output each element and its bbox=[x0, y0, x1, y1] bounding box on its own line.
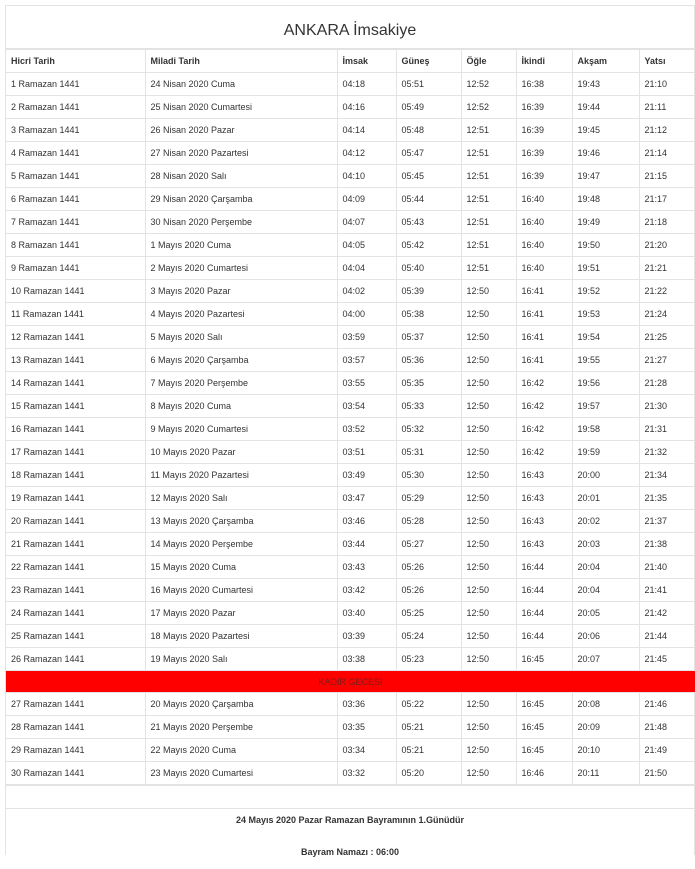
column-header-gunes: Güneş bbox=[396, 50, 461, 73]
cell-hicri: 22 Ramazan 1441 bbox=[6, 556, 145, 579]
cell-miladi: 8 Mayıs 2020 Cuma bbox=[145, 395, 337, 418]
cell-gunes: 05:22 bbox=[396, 693, 461, 716]
cell-miladi: 29 Nisan 2020 Çarşamba bbox=[145, 188, 337, 211]
cell-miladi: 22 Mayıs 2020 Cuma bbox=[145, 739, 337, 762]
cell-ogle: 12:51 bbox=[461, 165, 516, 188]
cell-ikindi: 16:39 bbox=[516, 142, 572, 165]
cell-miladi: 28 Nisan 2020 Salı bbox=[145, 165, 337, 188]
cell-ogle: 12:50 bbox=[461, 625, 516, 648]
cell-aksam: 19:53 bbox=[572, 303, 639, 326]
table-row bbox=[6, 556, 695, 579]
cell-hicri: 3 Ramazan 1441 bbox=[6, 119, 145, 142]
cell-imsak: 03:44 bbox=[337, 533, 396, 556]
cell-miladi: 11 Mayıs 2020 Pazartesi bbox=[145, 464, 337, 487]
cell-aksam: 20:04 bbox=[572, 556, 639, 579]
cell-hicri: 26 Ramazan 1441 bbox=[6, 648, 145, 671]
cell-aksam: 19:58 bbox=[572, 418, 639, 441]
cell-yatsi: 21:11 bbox=[639, 96, 695, 119]
cell-yatsi: 21:44 bbox=[639, 625, 695, 648]
cell-yatsi: 21:30 bbox=[639, 395, 695, 418]
cell-yatsi: 21:10 bbox=[639, 73, 695, 96]
cell-ogle: 12:50 bbox=[461, 579, 516, 602]
cell-ikindi: 16:43 bbox=[516, 533, 572, 556]
cell-yatsi: 21:28 bbox=[639, 372, 695, 395]
cell-hicri: 23 Ramazan 1441 bbox=[6, 579, 145, 602]
cell-hicri: 14 Ramazan 1441 bbox=[6, 372, 145, 395]
cell-ogle: 12:50 bbox=[461, 487, 516, 510]
cell-aksam: 20:01 bbox=[572, 487, 639, 510]
cell-aksam: 19:48 bbox=[572, 188, 639, 211]
cell-ikindi: 16:42 bbox=[516, 395, 572, 418]
cell-imsak: 04:04 bbox=[337, 257, 396, 280]
cell-ogle: 12:52 bbox=[461, 96, 516, 119]
cell-miladi: 6 Mayıs 2020 Çarşamba bbox=[145, 349, 337, 372]
cell-imsak: 03:34 bbox=[337, 739, 396, 762]
cell-gunes: 05:36 bbox=[396, 349, 461, 372]
table-row bbox=[6, 211, 695, 234]
table-row bbox=[6, 372, 695, 395]
cell-yatsi: 21:50 bbox=[639, 762, 695, 785]
table-row bbox=[6, 142, 695, 165]
cell-imsak: 04:02 bbox=[337, 280, 396, 303]
cell-miladi: 1 Mayıs 2020 Cuma bbox=[145, 234, 337, 257]
cell-ogle: 12:50 bbox=[461, 510, 516, 533]
cell-imsak: 03:36 bbox=[337, 693, 396, 716]
cell-gunes: 05:42 bbox=[396, 234, 461, 257]
bayram-note: 24 Mayıs 2020 Pazar Ramazan Bayramının 1.Günüdür bbox=[235, 815, 465, 825]
cell-aksam: 20:09 bbox=[572, 716, 639, 739]
cell-hicri: 6 Ramazan 1441 bbox=[6, 188, 145, 211]
cell-miladi: 24 Nisan 2020 Cuma bbox=[145, 73, 337, 96]
cell-aksam: 19:56 bbox=[572, 372, 639, 395]
cell-gunes: 05:39 bbox=[396, 280, 461, 303]
table-row bbox=[6, 280, 695, 303]
cell-ogle: 12:50 bbox=[461, 693, 516, 716]
cell-aksam: 19:47 bbox=[572, 165, 639, 188]
cell-ikindi: 16:41 bbox=[516, 349, 572, 372]
cell-gunes: 05:44 bbox=[396, 188, 461, 211]
cell-imsak: 03:32 bbox=[337, 762, 396, 785]
cell-ogle: 12:50 bbox=[461, 716, 516, 739]
cell-hicri: 10 Ramazan 1441 bbox=[6, 280, 145, 303]
cell-gunes: 05:37 bbox=[396, 326, 461, 349]
cell-aksam: 19:52 bbox=[572, 280, 639, 303]
table-row bbox=[6, 395, 695, 418]
cell-ogle: 12:50 bbox=[461, 464, 516, 487]
table-row bbox=[6, 441, 695, 464]
cell-ogle: 12:51 bbox=[461, 234, 516, 257]
table-row bbox=[6, 464, 695, 487]
cell-yatsi: 21:37 bbox=[639, 510, 695, 533]
cell-yatsi: 21:21 bbox=[639, 257, 695, 280]
column-header-aksam: Akşam bbox=[572, 50, 639, 73]
cell-imsak: 03:49 bbox=[337, 464, 396, 487]
cell-miladi: 26 Nisan 2020 Pazar bbox=[145, 119, 337, 142]
table-row bbox=[6, 510, 695, 533]
column-header-imsak: İmsak bbox=[337, 50, 396, 73]
cell-yatsi: 21:42 bbox=[639, 602, 695, 625]
cell-ogle: 12:50 bbox=[461, 533, 516, 556]
cell-yatsi: 21:12 bbox=[639, 119, 695, 142]
cell-aksam: 20:02 bbox=[572, 510, 639, 533]
cell-ogle: 12:50 bbox=[461, 349, 516, 372]
cell-hicri: 28 Ramazan 1441 bbox=[6, 716, 145, 739]
cell-ikindi: 16:40 bbox=[516, 211, 572, 234]
page-title: ANKARA İmsakiye bbox=[6, 6, 694, 49]
cell-miladi: 13 Mayıs 2020 Çarşamba bbox=[145, 510, 337, 533]
table-body-before bbox=[6, 73, 695, 671]
cell-ogle: 12:51 bbox=[461, 188, 516, 211]
cell-yatsi: 21:25 bbox=[639, 326, 695, 349]
cell-aksam: 19:51 bbox=[572, 257, 639, 280]
table-row bbox=[6, 648, 695, 671]
column-header-miladi: Miladi Tarih bbox=[145, 50, 337, 73]
table-row bbox=[6, 602, 695, 625]
cell-gunes: 05:28 bbox=[396, 510, 461, 533]
cell-ikindi: 16:44 bbox=[516, 556, 572, 579]
table-row bbox=[6, 625, 695, 648]
cell-ogle: 12:50 bbox=[461, 739, 516, 762]
cell-imsak: 03:43 bbox=[337, 556, 396, 579]
cell-yatsi: 21:46 bbox=[639, 693, 695, 716]
cell-ogle: 12:51 bbox=[461, 142, 516, 165]
cell-imsak: 03:52 bbox=[337, 418, 396, 441]
cell-hicri: 18 Ramazan 1441 bbox=[6, 464, 145, 487]
cell-miladi: 3 Mayıs 2020 Pazar bbox=[145, 280, 337, 303]
cell-aksam: 19:46 bbox=[572, 142, 639, 165]
cell-ogle: 12:52 bbox=[461, 73, 516, 96]
cell-imsak: 03:40 bbox=[337, 602, 396, 625]
cell-gunes: 05:23 bbox=[396, 648, 461, 671]
cell-ikindi: 16:39 bbox=[516, 119, 572, 142]
cell-imsak: 04:10 bbox=[337, 165, 396, 188]
cell-hicri: 24 Ramazan 1441 bbox=[6, 602, 145, 625]
cell-imsak: 04:05 bbox=[337, 234, 396, 257]
cell-yatsi: 21:27 bbox=[639, 349, 695, 372]
cell-gunes: 05:21 bbox=[396, 716, 461, 739]
column-header-ikindi: İkindi bbox=[516, 50, 572, 73]
cell-aksam: 19:59 bbox=[572, 441, 639, 464]
kadir-gecesi-row bbox=[6, 671, 695, 693]
cell-miladi: 16 Mayıs 2020 Cumartesi bbox=[145, 579, 337, 602]
cell-imsak: 03:46 bbox=[337, 510, 396, 533]
cell-ikindi: 16:41 bbox=[516, 280, 572, 303]
cell-imsak: 04:12 bbox=[337, 142, 396, 165]
cell-hicri: 7 Ramazan 1441 bbox=[6, 211, 145, 234]
cell-aksam: 19:43 bbox=[572, 73, 639, 96]
cell-imsak: 04:07 bbox=[337, 211, 396, 234]
cell-hicri: 16 Ramazan 1441 bbox=[6, 418, 145, 441]
cell-ogle: 12:50 bbox=[461, 303, 516, 326]
cell-gunes: 05:47 bbox=[396, 142, 461, 165]
cell-hicri: 17 Ramazan 1441 bbox=[6, 441, 145, 464]
cell-miladi: 30 Nisan 2020 Perşembe bbox=[145, 211, 337, 234]
column-header-yatsi: Yatsı bbox=[639, 50, 695, 73]
cell-ikindi: 16:45 bbox=[516, 648, 572, 671]
cell-ogle: 12:50 bbox=[461, 326, 516, 349]
cell-hicri: 15 Ramazan 1441 bbox=[6, 395, 145, 418]
cell-imsak: 03:47 bbox=[337, 487, 396, 510]
cell-hicri: 29 Ramazan 1441 bbox=[6, 739, 145, 762]
cell-ogle: 12:50 bbox=[461, 395, 516, 418]
cell-gunes: 05:48 bbox=[396, 119, 461, 142]
cell-ogle: 12:50 bbox=[461, 372, 516, 395]
cell-ikindi: 16:43 bbox=[516, 464, 572, 487]
cell-imsak: 03:42 bbox=[337, 579, 396, 602]
cell-gunes: 05:20 bbox=[396, 762, 461, 785]
cell-ogle: 12:50 bbox=[461, 762, 516, 785]
cell-gunes: 05:26 bbox=[396, 579, 461, 602]
cell-ikindi: 16:46 bbox=[516, 762, 572, 785]
bayram-namazi: Bayram Namazı : 06:00 bbox=[300, 847, 400, 857]
cell-imsak: 04:18 bbox=[337, 73, 396, 96]
table-row bbox=[6, 165, 695, 188]
cell-ikindi: 16:38 bbox=[516, 73, 572, 96]
cell-miladi: 18 Mayıs 2020 Pazartesi bbox=[145, 625, 337, 648]
cell-ogle: 12:50 bbox=[461, 648, 516, 671]
cell-aksam: 19:50 bbox=[572, 234, 639, 257]
cell-yatsi: 21:22 bbox=[639, 280, 695, 303]
cell-yatsi: 21:35 bbox=[639, 487, 695, 510]
cell-ikindi: 16:42 bbox=[516, 418, 572, 441]
cell-gunes: 05:38 bbox=[396, 303, 461, 326]
table-spacer bbox=[6, 785, 694, 809]
cell-gunes: 05:24 bbox=[396, 625, 461, 648]
cell-hicri: 13 Ramazan 1441 bbox=[6, 349, 145, 372]
cell-ikindi: 16:41 bbox=[516, 303, 572, 326]
table-row bbox=[6, 418, 695, 441]
cell-hicri: 30 Ramazan 1441 bbox=[6, 762, 145, 785]
cell-ogle: 12:51 bbox=[461, 119, 516, 142]
cell-hicri: 11 Ramazan 1441 bbox=[6, 303, 145, 326]
cell-miladi: 23 Mayıs 2020 Cumartesi bbox=[145, 762, 337, 785]
cell-yatsi: 21:32 bbox=[639, 441, 695, 464]
cell-imsak: 03:51 bbox=[337, 441, 396, 464]
cell-yatsi: 21:14 bbox=[639, 142, 695, 165]
cell-ikindi: 16:39 bbox=[516, 96, 572, 119]
cell-yatsi: 21:49 bbox=[639, 739, 695, 762]
cell-gunes: 05:35 bbox=[396, 372, 461, 395]
cell-gunes: 05:29 bbox=[396, 487, 461, 510]
cell-miladi: 27 Nisan 2020 Pazartesi bbox=[145, 142, 337, 165]
cell-ikindi: 16:44 bbox=[516, 579, 572, 602]
cell-hicri: 2 Ramazan 1441 bbox=[6, 96, 145, 119]
cell-ikindi: 16:45 bbox=[516, 739, 572, 762]
cell-ikindi: 16:40 bbox=[516, 257, 572, 280]
table-row bbox=[6, 96, 695, 119]
table-row bbox=[6, 234, 695, 257]
cell-miladi: 12 Mayıs 2020 Salı bbox=[145, 487, 337, 510]
cell-ogle: 12:51 bbox=[461, 211, 516, 234]
cell-yatsi: 21:41 bbox=[639, 579, 695, 602]
cell-ikindi: 16:44 bbox=[516, 625, 572, 648]
table-row bbox=[6, 73, 695, 96]
cell-ikindi: 16:42 bbox=[516, 372, 572, 395]
cell-aksam: 19:55 bbox=[572, 349, 639, 372]
cell-miladi: 19 Mayıs 2020 Salı bbox=[145, 648, 337, 671]
cell-yatsi: 21:20 bbox=[639, 234, 695, 257]
cell-miladi: 25 Nisan 2020 Cumartesi bbox=[145, 96, 337, 119]
cell-ogle: 12:51 bbox=[461, 257, 516, 280]
cell-miladi: 14 Mayıs 2020 Perşembe bbox=[145, 533, 337, 556]
cell-gunes: 05:30 bbox=[396, 464, 461, 487]
cell-ikindi: 16:42 bbox=[516, 441, 572, 464]
cell-imsak: 04:00 bbox=[337, 303, 396, 326]
column-header-ogle: Öğle bbox=[461, 50, 516, 73]
cell-ikindi: 16:40 bbox=[516, 188, 572, 211]
cell-aksam: 20:04 bbox=[572, 579, 639, 602]
cell-gunes: 05:49 bbox=[396, 96, 461, 119]
cell-ogle: 12:50 bbox=[461, 556, 516, 579]
cell-hicri: 12 Ramazan 1441 bbox=[6, 326, 145, 349]
cell-miladi: 10 Mayıs 2020 Pazar bbox=[145, 441, 337, 464]
cell-aksam: 20:07 bbox=[572, 648, 639, 671]
cell-yatsi: 21:31 bbox=[639, 418, 695, 441]
cell-gunes: 05:27 bbox=[396, 533, 461, 556]
cell-ogle: 12:50 bbox=[461, 280, 516, 303]
cell-imsak: 03:59 bbox=[337, 326, 396, 349]
cell-yatsi: 21:38 bbox=[639, 533, 695, 556]
table-row bbox=[6, 487, 695, 510]
table-row bbox=[6, 326, 695, 349]
cell-aksam: 19:57 bbox=[572, 395, 639, 418]
cell-gunes: 05:32 bbox=[396, 418, 461, 441]
cell-ikindi: 16:43 bbox=[516, 510, 572, 533]
cell-miladi: 17 Mayıs 2020 Pazar bbox=[145, 602, 337, 625]
cell-imsak: 03:54 bbox=[337, 395, 396, 418]
cell-aksam: 19:44 bbox=[572, 96, 639, 119]
cell-imsak: 04:09 bbox=[337, 188, 396, 211]
cell-hicri: 1 Ramazan 1441 bbox=[6, 73, 145, 96]
table-body-after bbox=[6, 693, 695, 785]
table-row bbox=[6, 257, 695, 280]
cell-miladi: 15 Mayıs 2020 Cuma bbox=[145, 556, 337, 579]
table-row bbox=[6, 739, 695, 762]
cell-yatsi: 21:48 bbox=[639, 716, 695, 739]
cell-ikindi: 16:41 bbox=[516, 326, 572, 349]
table-row bbox=[6, 716, 695, 739]
cell-aksam: 20:05 bbox=[572, 602, 639, 625]
cell-aksam: 19:45 bbox=[572, 119, 639, 142]
cell-imsak: 04:14 bbox=[337, 119, 396, 142]
cell-yatsi: 21:45 bbox=[639, 648, 695, 671]
table-row bbox=[6, 188, 695, 211]
cell-hicri: 27 Ramazan 1441 bbox=[6, 693, 145, 716]
cell-gunes: 05:26 bbox=[396, 556, 461, 579]
table-header-row bbox=[6, 50, 695, 73]
cell-imsak: 03:35 bbox=[337, 716, 396, 739]
cell-hicri: 21 Ramazan 1441 bbox=[6, 533, 145, 556]
table-row bbox=[6, 762, 695, 785]
cell-hicri: 4 Ramazan 1441 bbox=[6, 142, 145, 165]
cell-miladi: 20 Mayıs 2020 Çarşamba bbox=[145, 693, 337, 716]
cell-aksam: 20:08 bbox=[572, 693, 639, 716]
cell-yatsi: 21:40 bbox=[639, 556, 695, 579]
cell-aksam: 20:10 bbox=[572, 739, 639, 762]
cell-yatsi: 21:18 bbox=[639, 211, 695, 234]
cell-imsak: 03:38 bbox=[337, 648, 396, 671]
cell-aksam: 19:54 bbox=[572, 326, 639, 349]
cell-gunes: 05:31 bbox=[396, 441, 461, 464]
cell-gunes: 05:43 bbox=[396, 211, 461, 234]
cell-hicri: 25 Ramazan 1441 bbox=[6, 625, 145, 648]
cell-imsak: 03:55 bbox=[337, 372, 396, 395]
table-row bbox=[6, 533, 695, 556]
cell-aksam: 20:06 bbox=[572, 625, 639, 648]
cell-gunes: 05:40 bbox=[396, 257, 461, 280]
table-row bbox=[6, 579, 695, 602]
cell-ikindi: 16:45 bbox=[516, 693, 572, 716]
cell-hicri: 5 Ramazan 1441 bbox=[6, 165, 145, 188]
cell-gunes: 05:21 bbox=[396, 739, 461, 762]
imsakiye-panel bbox=[5, 5, 695, 855]
table-row bbox=[6, 303, 695, 326]
kadir-gecesi-label: KADİR GECESİ bbox=[6, 671, 695, 693]
cell-aksam: 20:11 bbox=[572, 762, 639, 785]
cell-hicri: 20 Ramazan 1441 bbox=[6, 510, 145, 533]
cell-ikindi: 16:40 bbox=[516, 234, 572, 257]
cell-miladi: 7 Mayıs 2020 Perşembe bbox=[145, 372, 337, 395]
cell-yatsi: 21:24 bbox=[639, 303, 695, 326]
cell-gunes: 05:25 bbox=[396, 602, 461, 625]
cell-hicri: 19 Ramazan 1441 bbox=[6, 487, 145, 510]
cell-aksam: 19:49 bbox=[572, 211, 639, 234]
cell-yatsi: 21:15 bbox=[639, 165, 695, 188]
cell-ogle: 12:50 bbox=[461, 602, 516, 625]
cell-ikindi: 16:45 bbox=[516, 716, 572, 739]
cell-ikindi: 16:44 bbox=[516, 602, 572, 625]
cell-yatsi: 21:17 bbox=[639, 188, 695, 211]
cell-aksam: 20:00 bbox=[572, 464, 639, 487]
cell-miladi: 9 Mayıs 2020 Cumartesi bbox=[145, 418, 337, 441]
cell-miladi: 21 Mayıs 2020 Perşembe bbox=[145, 716, 337, 739]
cell-gunes: 05:51 bbox=[396, 73, 461, 96]
cell-gunes: 05:45 bbox=[396, 165, 461, 188]
cell-miladi: 4 Mayıs 2020 Pazartesi bbox=[145, 303, 337, 326]
cell-aksam: 20:03 bbox=[572, 533, 639, 556]
cell-imsak: 04:16 bbox=[337, 96, 396, 119]
cell-ikindi: 16:39 bbox=[516, 165, 572, 188]
cell-ikindi: 16:43 bbox=[516, 487, 572, 510]
cell-hicri: 8 Ramazan 1441 bbox=[6, 234, 145, 257]
cell-hicri: 9 Ramazan 1441 bbox=[6, 257, 145, 280]
cell-gunes: 05:33 bbox=[396, 395, 461, 418]
column-header-hicri: Hicri Tarih bbox=[6, 50, 145, 73]
table-row bbox=[6, 349, 695, 372]
cell-miladi: 2 Mayıs 2020 Cumartesi bbox=[145, 257, 337, 280]
table-row bbox=[6, 693, 695, 716]
cell-imsak: 03:39 bbox=[337, 625, 396, 648]
table-row bbox=[6, 119, 695, 142]
cell-miladi: 5 Mayıs 2020 Salı bbox=[145, 326, 337, 349]
cell-imsak: 03:57 bbox=[337, 349, 396, 372]
cell-yatsi: 21:34 bbox=[639, 464, 695, 487]
imsakiye-table bbox=[6, 49, 695, 785]
cell-ogle: 12:50 bbox=[461, 441, 516, 464]
cell-ogle: 12:50 bbox=[461, 418, 516, 441]
